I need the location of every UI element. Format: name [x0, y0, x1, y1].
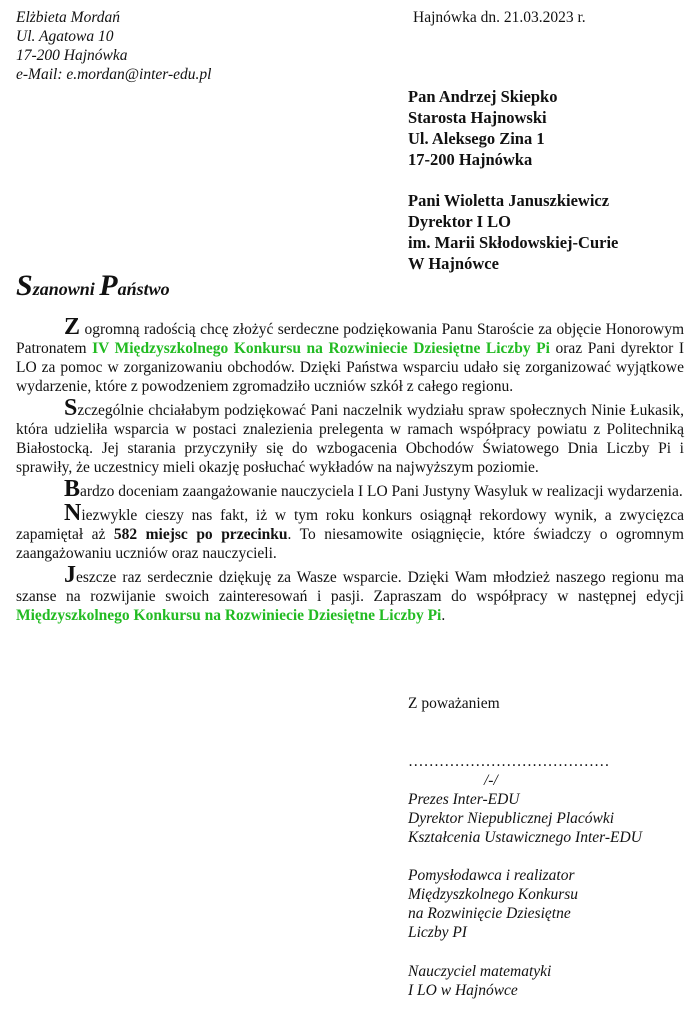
- salutation-cap: P: [99, 269, 118, 302]
- signatory-line: Dyrektor Niepublicznej Placówki: [408, 810, 615, 827]
- paragraph-thanks-teacher: [16, 476, 684, 502]
- signatory-line: Kształcenia Ustawicznego Inter-EDU: [408, 829, 642, 846]
- contest-name-highlight: Międzyszkolnego Konkursu na Rozwiniecie Dziesiętne Liczby Pi: [16, 607, 442, 624]
- contest-name-highlight: IV Międzyszkolnego Konkursu na Rozwiniecie Dziesiętne Liczby Pi: [92, 340, 550, 357]
- recipient-line: Dyrektor I LO: [408, 212, 511, 231]
- signatory-line: Pomysłodawca i realizator: [408, 867, 575, 884]
- salutation-cap: S: [16, 269, 33, 302]
- signatory-role-block: [408, 866, 578, 942]
- recipient-dyrektor: [408, 190, 618, 274]
- drop-letter: Z: [64, 314, 81, 340]
- drop-letter: N: [64, 500, 82, 526]
- signatory-line: na Rozwinięcie Dziesiętne: [408, 905, 571, 922]
- sender-city: 17-200 Hajnówka: [16, 47, 128, 64]
- sender-email: e-Mail: e.mordan@inter-edu.pl: [16, 66, 212, 83]
- paragraph-text: ardzo doceniam zaangażowanie nauczyciela I LO Pani Justyny Wasyluk w realizacji wydarzenia.: [80, 483, 683, 500]
- salutation-rest: aństwo: [117, 279, 170, 299]
- signatory-line: Międzyszkolnego Konkursu: [408, 886, 579, 903]
- paragraph-text: . To niesamowite osiągnięcie, które świadczy o ogromnym zaangażowaniu uczniów oraz nauczycieli.: [16, 526, 684, 562]
- recipient-line: W Hajnówce: [408, 254, 499, 273]
- signatory-line: Nauczyciel matematyki: [408, 963, 552, 980]
- place-date: Hajnówka dn. 21.03.2023 r.: [413, 9, 586, 26]
- paragraph-text: ogromną radością chcę złożyć serdeczne podziękowania Panu Staroście za objęcie Honorowym Patronatem: [16, 321, 684, 357]
- sender-name: Elżbieta Mordań: [16, 9, 121, 26]
- signature-dots: …………………………………: [408, 753, 610, 770]
- recipient-line: Ul. Aleksego Zina 1: [408, 129, 545, 148]
- signatory-teacher-block: [408, 962, 551, 1000]
- drop-letter: S: [64, 395, 78, 421]
- paragraph-thanks-naczelnik: [16, 395, 684, 477]
- signatory-line: I LO w Hajnówce: [408, 982, 518, 999]
- recipient-line: Pani Wioletta Januszkiewicz: [408, 191, 610, 210]
- signature-line: [408, 752, 610, 790]
- closing-phrase: Z poważaniem: [408, 695, 500, 712]
- salutation-rest: zanowni: [32, 279, 100, 299]
- signatory-line: Prezes Inter-EDU: [408, 791, 520, 808]
- paragraph-text: zczególnie chciałabym podziękować Pani naczelnik wydziału spraw społecznych Ninie Łukasik, która udzieliła wsparcia w postaci znalezienia prelegenta w ramach współpracy powiatu z Politechniką Białostocką. Jej starania przyczyniły się do wzbogacenia Obchodów Światowego Dnia Liczby Pi i sprawiły, że uczestnicy mieli okazję posłuchać wykładów na najwyższym poziomie.: [16, 402, 684, 476]
- recipient-line: 17-200 Hajnówka: [408, 150, 533, 169]
- record-highlight: 582 miejsc po przecinku: [113, 526, 288, 543]
- salutation: [16, 269, 170, 302]
- drop-letter: B: [64, 476, 81, 502]
- recipient-line: im. Marii Skłodowskiej-Curie: [408, 233, 619, 252]
- paragraph-closing-thanks: [16, 562, 684, 625]
- recipient-line: Pan Andrzej Skiepko: [408, 87, 558, 106]
- paragraph-text: .: [441, 607, 446, 624]
- paragraph-text: oraz Pani dyrektor I LO za pomoc w zorganizowaniu obchodów. Dzięki Państwa wsparciu udało się zorganizować wyjątkowe wydarzenie, które z powodzeniem zgromadziło uczniów szkół z całego regionu.: [16, 340, 684, 395]
- signatory-line: Liczby PI: [408, 924, 467, 941]
- letter-body: [16, 314, 684, 628]
- paragraph-text: eszcze raz serdecznie dziękuję za Wasze wsparcie. Dzięki Wam młodzież naszego regionu ma szanse na rozwijanie swoich zainteresowań i pasji. Zapraszam do współpracy w następnej edycji: [16, 569, 684, 605]
- drop-letter: J: [64, 562, 76, 588]
- sender-street: Ul. Agatowa 10: [16, 28, 114, 45]
- signature-mark: /-/: [484, 772, 498, 789]
- paragraph-text: iezwykle cieszy nas fakt, iż w tym roku konkurs osiągnął rekordowy wynik, a zwycięzca zapamiętał aż: [16, 507, 684, 543]
- sender-address: [16, 8, 211, 84]
- recipient-starosta: [408, 86, 557, 170]
- signatory-title-block: [408, 790, 642, 847]
- paragraph-thanks-patronage: [16, 314, 684, 396]
- recipient-line: Starosta Hajnowski: [408, 108, 547, 127]
- paragraph-record: [16, 500, 684, 563]
